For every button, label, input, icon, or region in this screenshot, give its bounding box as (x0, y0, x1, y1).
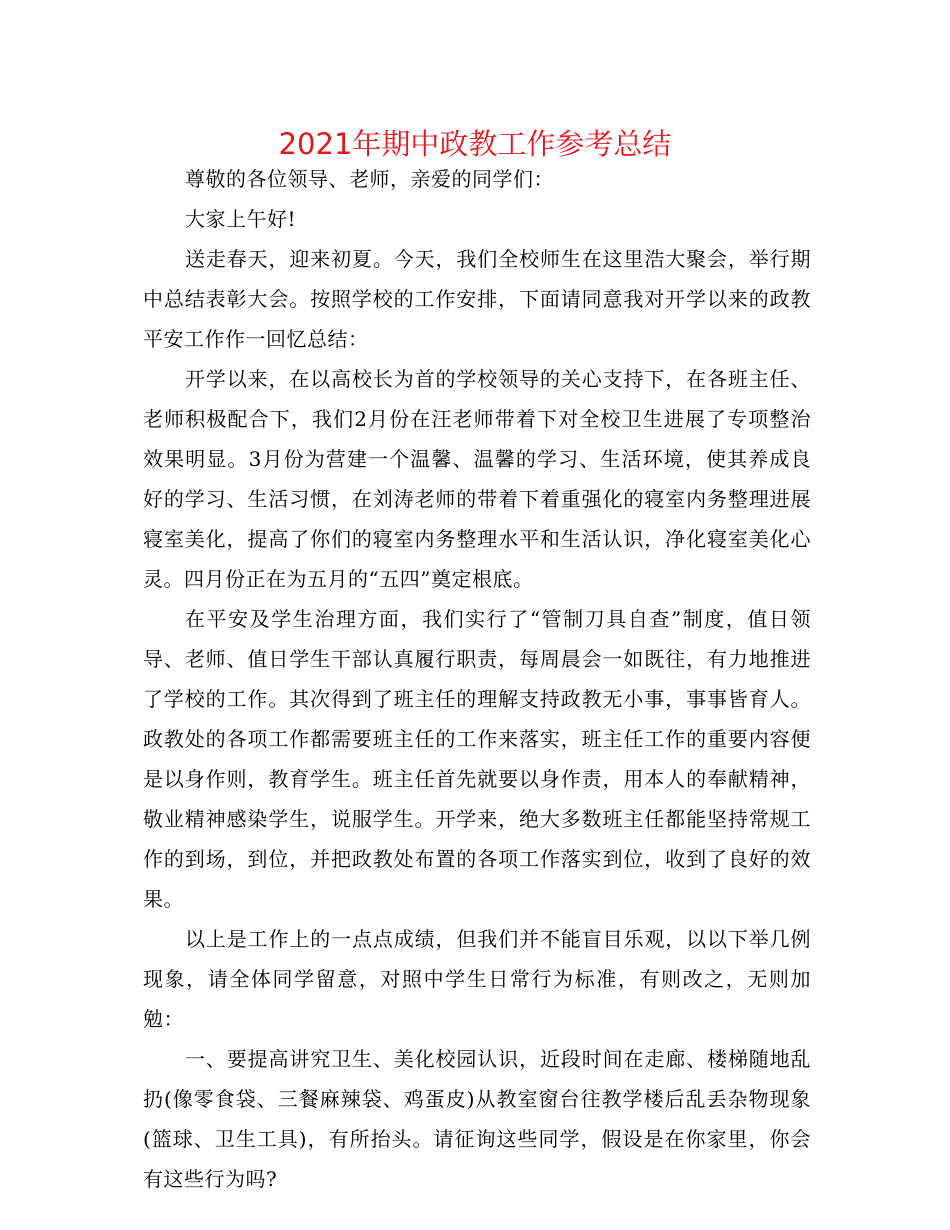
document-body (143, 159, 811, 1199)
hygiene-work-paragraph: 开学以来，在以高校长为首的学校领导的关心支持下，在各班主任、老师积极配合下，我们2月份在汪老师带着下对全校卫生进展了专项整治效果明显。3月份为营建一个温馨、温馨的学习、生活环境，使其养成良好的学习、生活习惯，在刘涛老师的带着下着重强化的寝室内务整理进展寝室美化，提高了你们的寝室内务整理水平和生活认识，净化寝室美化心灵。四月份正在为五月的“五四”奠定根底。 (143, 367, 811, 591)
issues-intro-paragraph: 以上是工作上的一点点成绩，但我们并不能盲目乐观，以以下举几例现象，请全体同学留意，对照中学生日常行为标准，有则改之，无则加勉： (143, 927, 811, 1031)
issue-one-paragraph: 一、要提高讲究卫生、美化校园认识，近段时间在走廊、楼梯随地乱扔(像零食袋、三餐麻辣袋、鸡蛋皮)从教室窗台往教学楼后乱丢杂物现象(篮球、卫生工具)，有所抬头。请征询这些同学，假设是在你家里，你会有这些行为吗? (143, 1047, 811, 1191)
document-title: 2021年期中政教工作参考总结 (278, 127, 672, 161)
salutation-paragraph: 大家上午好! (185, 207, 297, 231)
greeting-paragraph: 尊敬的各位领导、老师，亲爱的同学们： (185, 167, 554, 191)
safety-management-paragraph: 在平安及学生治理方面，我们实行了“管制刀具自查”制度，值日领导、老师、值日学生干部认真履行职责，每周晨会一如既往，有力地推进了学校的工作。其次得到了班主任的理解支持政教无小事，事事皆育人。政教处的各项工作都需要班主任的工作来落实，班主任工作的重要内容便是以身作则，教育学生。班主任首先就要以身作责，用本人的奉献精神，敬业精神感染学生，说服学生。开学来，绝大多数班主任都能坚持常规工作的到场，到位，并把政教处布置的各项工作落实到位，收到了良好的效果。 (143, 607, 811, 911)
intro-paragraph: 送走春天，迎来初夏。今天，我们全校师生在这里浩大聚会，举行期中总结表彰大会。按照学校的工作安排，下面请同意我对开学以来的政教平安工作作一回忆总结： (143, 247, 811, 351)
